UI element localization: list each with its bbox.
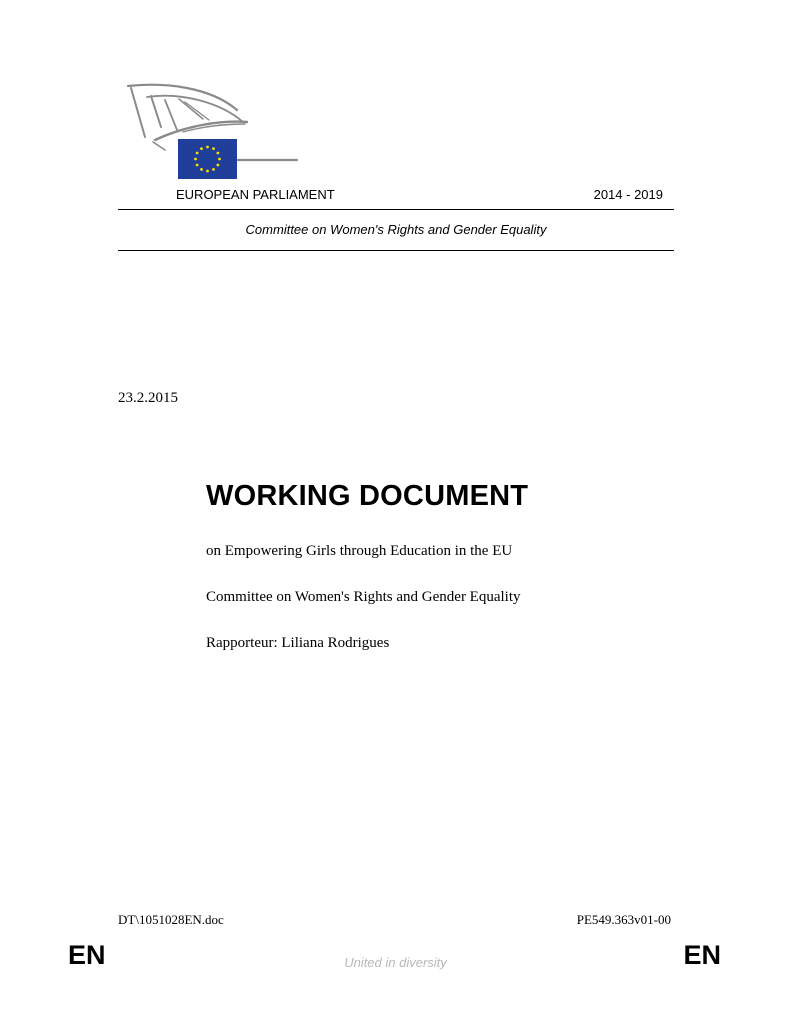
header-divider-top (118, 209, 674, 210)
pe-reference: PE549.363v01-00 (576, 912, 671, 927)
document-date: 23.2.2015 (118, 390, 178, 406)
eu-motto: United in diversity (344, 955, 447, 970)
language-code-left: EN (68, 940, 106, 970)
document-committee: Committee on Women's Rights and Gender Equality (206, 589, 521, 605)
european-parliament-logo-icon (125, 82, 305, 182)
document-rapporteur: Rapporteur: Liliana Rodrigues (206, 635, 390, 651)
language-code-right: EN (683, 940, 721, 970)
parliamentary-term: 2014 - 2019 (593, 187, 663, 202)
document-reference: DT\1051028EN.doc (118, 912, 224, 927)
document-subject: on Empowering Girls through Education in the EU (206, 543, 513, 559)
institution-name: EUROPEAN PARLIAMENT (176, 187, 335, 202)
document-type-title: WORKING DOCUMENT (206, 480, 529, 512)
header-divider-bottom (118, 250, 674, 251)
header-committee: Committee on Women's Rights and Gender Equality (245, 222, 547, 237)
